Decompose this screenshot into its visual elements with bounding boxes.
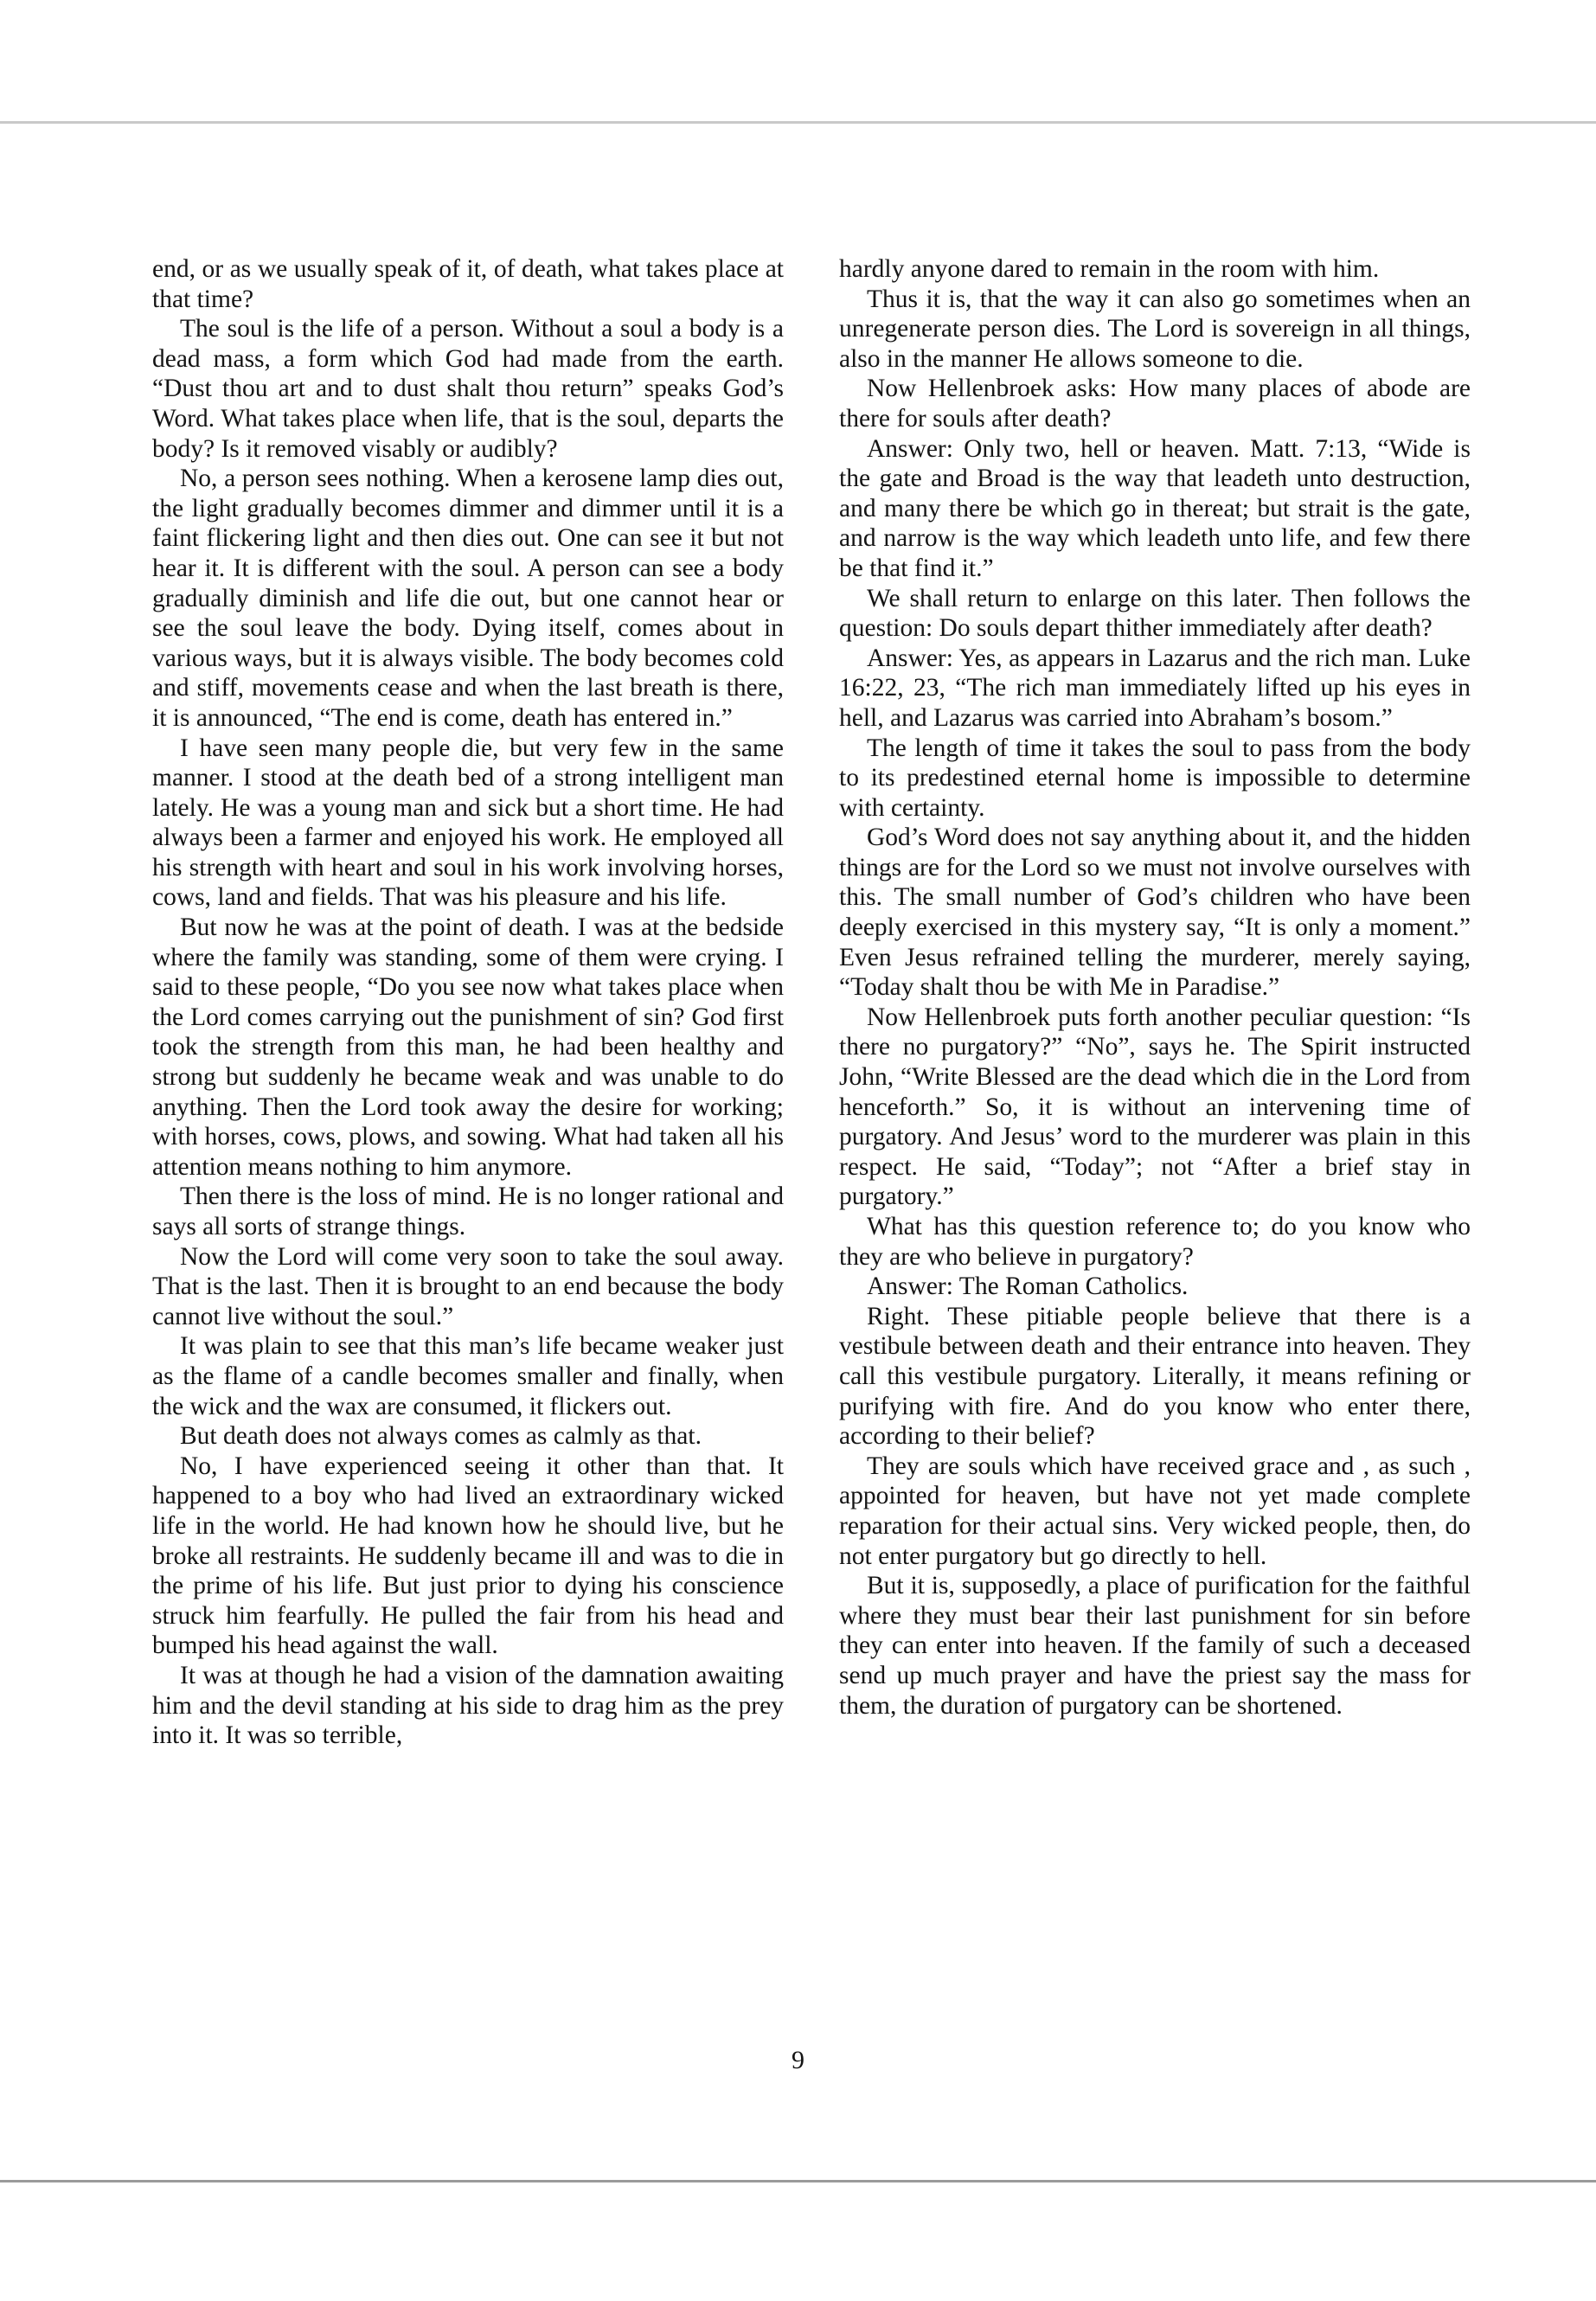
paragraph: hardly anyone dared to remain in the room with him.	[839, 255, 1380, 283]
paragraph: Answer: Yes, as appears in Lazarus and the rich man. Luke 16:22, 23, “The rich man immediately lifted up his eyes in hell, and Lazarus was carried into Abraham’s bosom.”	[839, 644, 1471, 732]
paragraph: It was plain to see that this man’s life became weaker just as the flame of a candle becomes smaller and finally, when the wick and the wax are consumed, it flickers out.	[152, 1332, 784, 1420]
paragraph: end, or as we usually speak of it, of death, what takes place at that time?	[152, 255, 784, 313]
paragraph: No, a person sees nothing. When a kerosene lamp dies out, the light gradually becomes dimmer and dimmer until it is a faint flickering light and then dies out. One can see it but not hear it. It is different with the soul. A person can see a body gradually diminish and life die out, but one cannot hear or see the soul leave the body. Dying itself, comes about in various ways, but it is always visible. The body becomes cold and stiff, movements cease and when the last breath is there, it is announced, “The end is come, death has entered in.”	[152, 465, 784, 732]
paragraph: But now he was at the point of death. I was at the bedside where the family was standing, some of them were crying. I said to these people, “Do you see now what takes place when the Lord comes carrying out the punishment of sin? God first took the strength from this man, he had been healthy and strong but suddenly he became weak and was unable to do anything. Then the Lord took away the desire for working; with horses, cows, plows, and sowing. What had taken all his attention means nothing to him anymore.	[152, 913, 784, 1181]
paragraph: God’s Word does not say anything about it, and the hidden things are for the Lord so we must not involve ourselves with this. The small number of God’s children who have been deeply exercised in this mystery say, “It is only a moment.” Even Jesus refrained telling the murderer, merely saying, “Today shalt thou be with Me in Paradise.”	[839, 824, 1471, 1002]
left-column	[152, 254, 784, 1751]
paragraph: Thus it is, that the way it can also go sometimes when an unregenerate person dies. The Lord is sovereign in all things, also in the manner He allows someone to die.	[839, 285, 1471, 373]
paragraph: Now Hellenbroek puts forth another peculiar question: “Is there no purgatory?” “No”, says he. The Spirit instructed John, “Write Blessed are the dead which die in the Lord from henceforth.” So, it is without an intervening time of purgatory. And Jesus’ word to the murderer was plain in this respect. He said, “Today”; not “After a brief stay in purgatory.”	[839, 1003, 1471, 1211]
paragraph: Right. These pitiable people believe that there is a vestibule between death and their entrance into heaven. They call this vestibule purgatory. Literally, it means refining or purifying with fire. And do you know who enter there, according to their belief?	[839, 1302, 1471, 1451]
paragraph: No, I have experienced seeing it other than that. It happened to a boy who had lived an extraordinary wicked life in the world. He had known how he should live, but he broke all restraints. He suddenly became ill and was to die in the prime of his life. But just prior to dying his conscience struck him fearfully. He pulled the fair from his head and bumped his head against the wall.	[152, 1452, 784, 1660]
bottom-edge-line	[0, 2180, 1596, 2182]
paragraph: It was at though he had a vision of the damnation awaiting him and the devil standing at his side to drag him as the prey into it. It was so terrible,	[152, 1661, 784, 1750]
page-number: 9	[792, 2046, 804, 2074]
paragraph: The length of time it takes the soul to pass from the body to its predestined eternal home is impossible to determine with certainty.	[839, 734, 1471, 822]
paragraph: We shall return to enlarge on this later. Then follows the question: Do souls depart thither immediately after death?	[839, 584, 1471, 643]
paragraph: Then there is the loss of mind. He is no longer rational and says all sorts of strange things.	[152, 1183, 784, 1240]
paragraph: The soul is the life of a person. Without a soul a body is a dead mass, a form which God had made from the earth. “Dust thou art and to dust shalt thou return” speaks God’s Word. What takes place when life, that is the soul, departs the body? Is it removed visably or audibly?	[152, 315, 784, 463]
right-column	[839, 254, 1471, 1721]
paragraph: Now the Lord will come very soon to take the soul away. That is the last. Then it is brought to an end because the body cannot live without the soul.”	[152, 1242, 784, 1330]
paragraph: I have seen many people die, but very few in the same manner. I stood at the death bed of a strong intelligent man lately. He was a young man and sick but a short time. He had always been a farmer and enjoyed his work. He employed all his strength with heart and soul in his work involving horses, cows, land and fields. That was his pleasure and his life.	[152, 734, 784, 912]
paragraph: Now Hellenbroek asks: How many places of abode are there for souls after death?	[839, 375, 1471, 433]
top-edge-line	[0, 121, 1596, 124]
paragraph: But it is, supposedly, a place of purification for the faithful where they must bear their last punishment for sin before they can enter into heaven. If the family of such a deceased send up much prayer and have the priest say the mass for them, the duration of purgatory can be shortened.	[839, 1572, 1471, 1720]
paragraph: What has this question reference to; do you know who they are who believe in purgatory?	[839, 1213, 1471, 1271]
paragraph: Answer: The Roman Catholics.	[867, 1272, 1189, 1301]
paragraph: But death does not always comes as calmly as that.	[180, 1422, 702, 1451]
paragraph: They are souls which have received grace and , as such , appointed for heaven, but have not yet made complete reparation for their actual sins. Very wicked people, then, do not enter purgatory but go directly to hell.	[839, 1452, 1471, 1570]
paragraph: Answer: Only two, hell or heaven. Matt. 7:13, “Wide is the gate and Broad is the way that leadeth unto destruction, and many there be which go in thereat; but strait is the gate, and narrow is the way which leadeth unto life, and few there be that find it.”	[839, 434, 1471, 582]
